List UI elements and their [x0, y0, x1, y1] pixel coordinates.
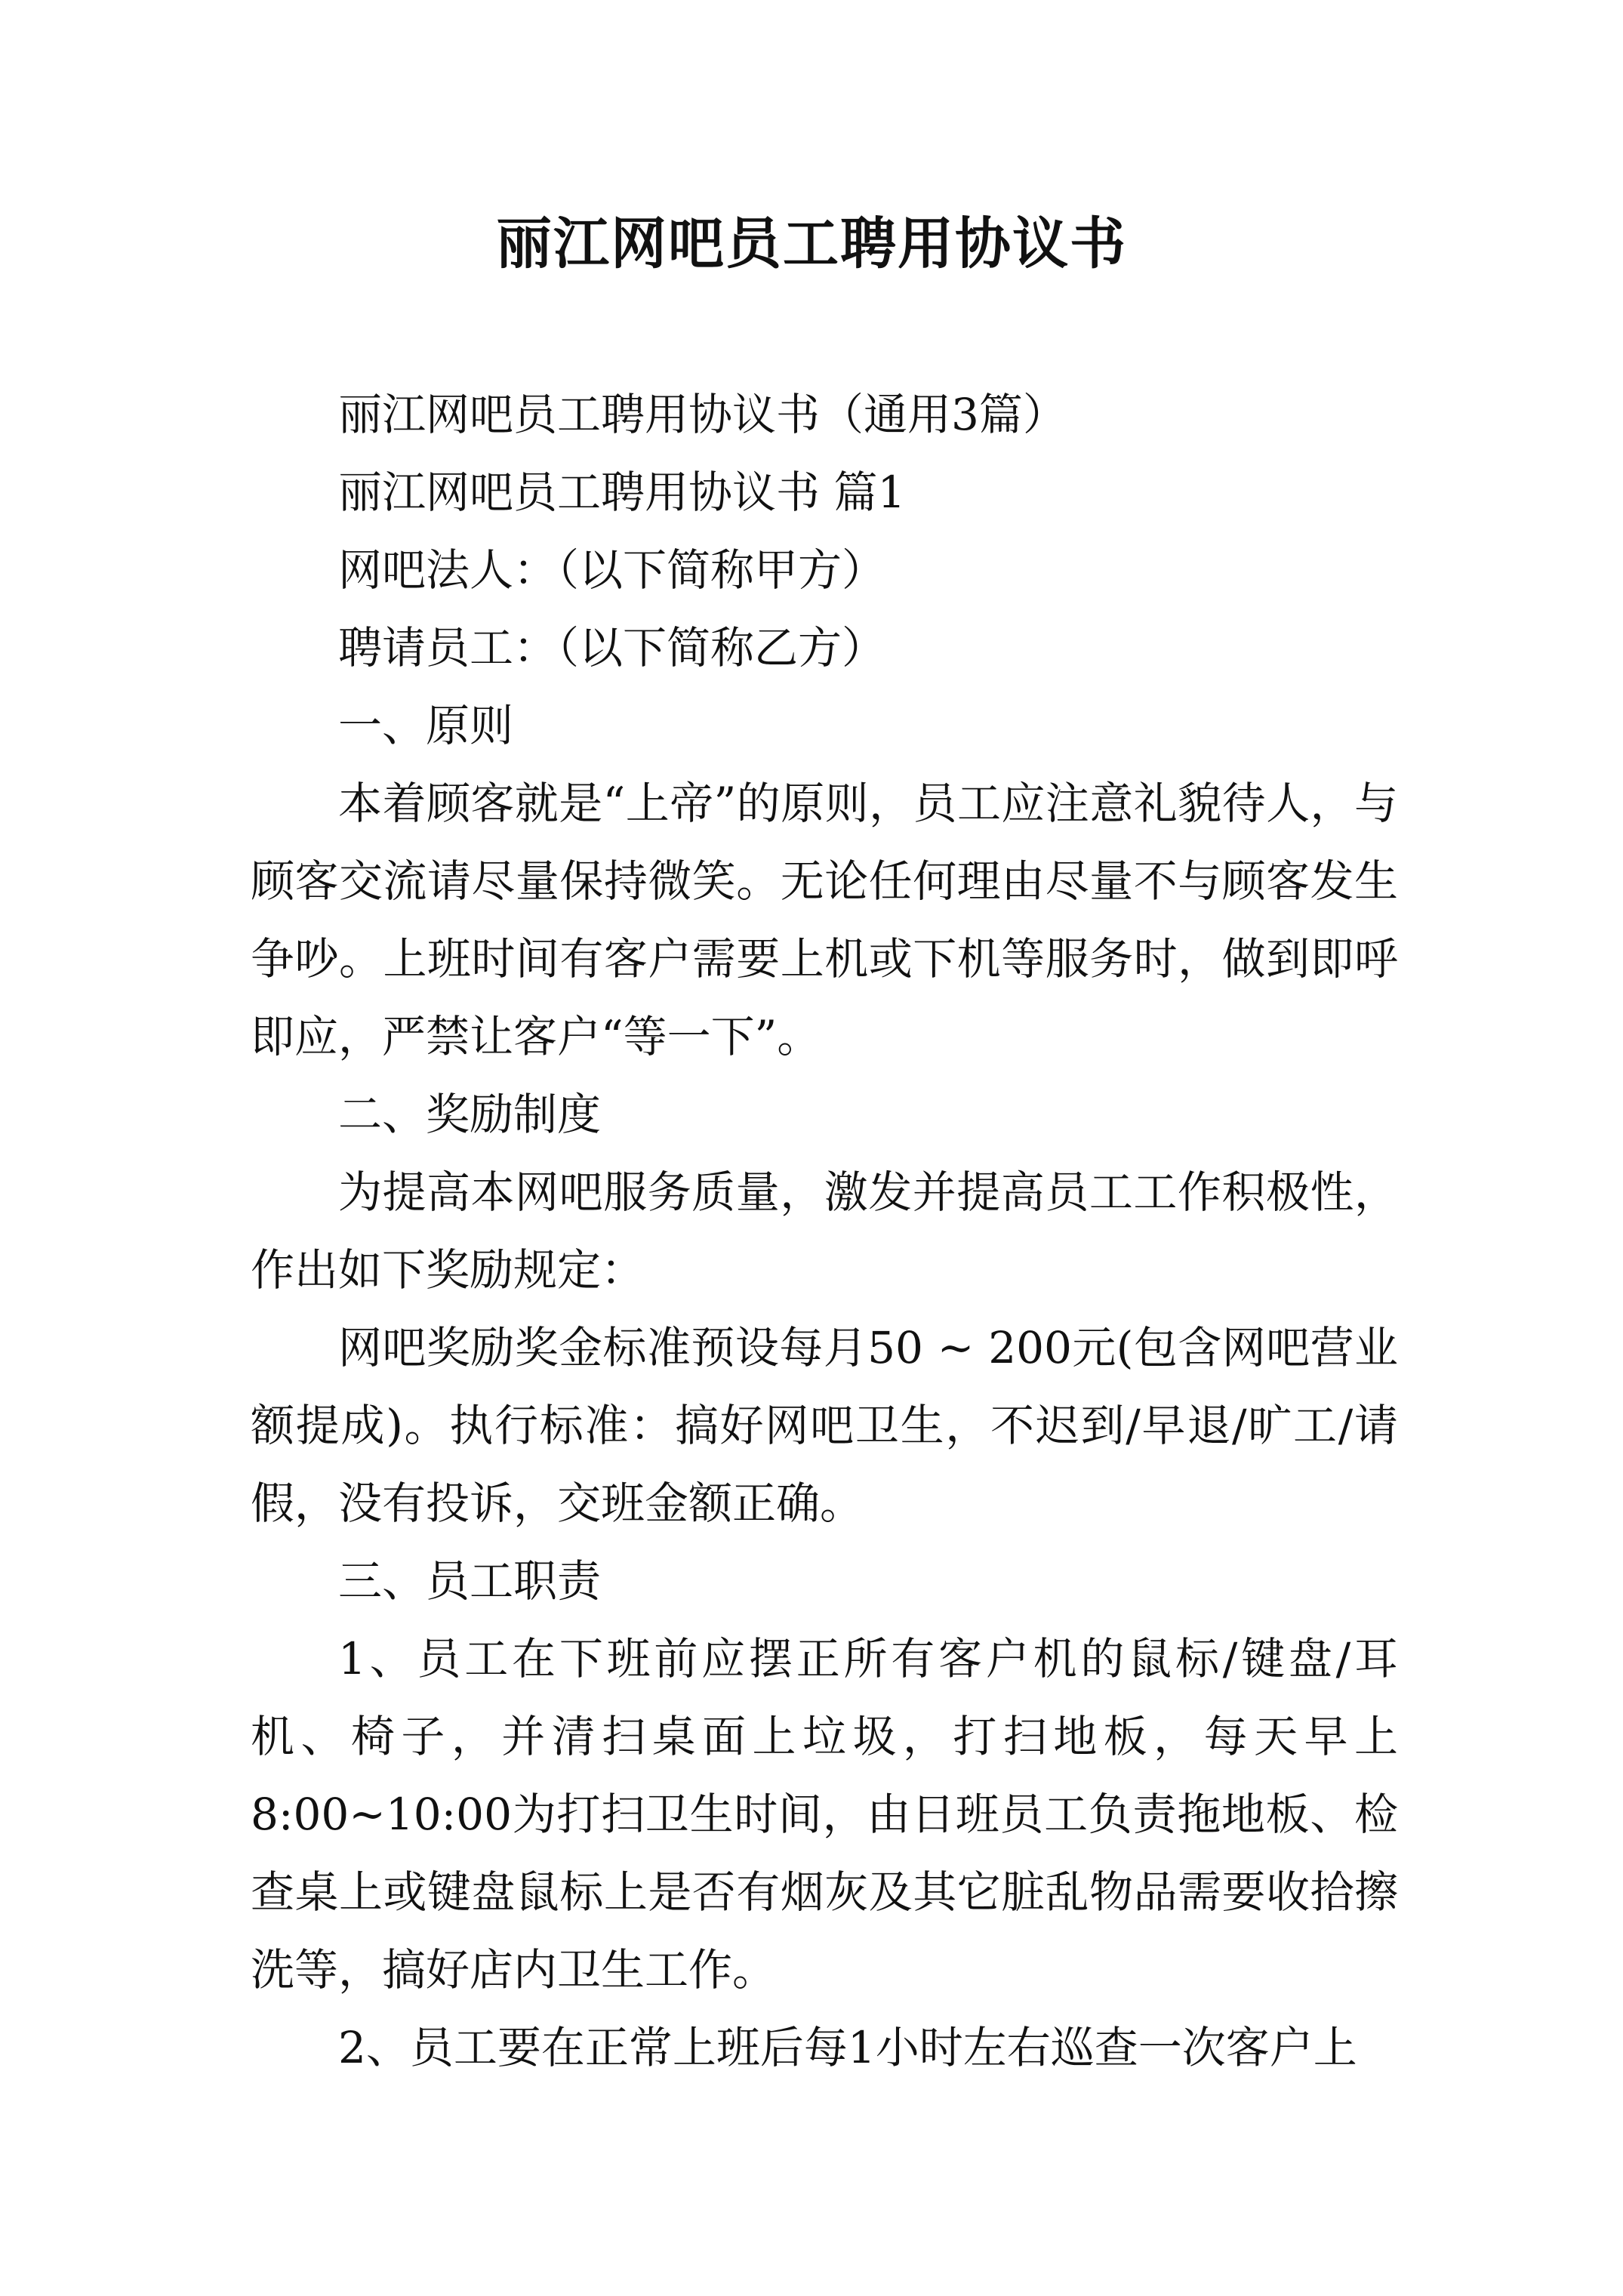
heading-duties: 三、员工职责 [338, 1555, 602, 1607]
paragraph-section-title: 丽江网吧员工聘用协议书 篇1 [338, 467, 906, 518]
paragraph-duty-1: 1、员工在下班前应摆正所有客户机的鼠标/键盘/耳机、椅子，并清扫桌面上垃圾，打扫地板，每天早上8:00~10:00为打扫卫生时间，由日班员工负责拖地板、检查桌上或键盘鼠标上是否有烟灰及其它脏乱物品需要收拾擦洗等，搞好店内卫生工作。 [251, 1633, 1398, 1996]
paragraph-subtitle: 丽江网吧员工聘用协议书（通用3篇） [338, 389, 1067, 440]
paragraph-rewards-standard: 网吧奖励奖金标准预设每月50 ~ 200元(包含网吧营业额提成)。执行标准：搞好网吧卫生，不迟到/早退/旷工/请假，没有投诉，交班金额正确。 [251, 1322, 1398, 1529]
paragraph-duty-2: 2、员工要在正常上班后每1小时左右巡查一次客户上 [338, 2022, 1357, 2073]
heading-principles: 一、原则 [338, 700, 514, 751]
paragraph-party-a: 网吧法人：（以下简称甲方） [338, 544, 886, 596]
heading-rewards: 二、奖励制度 [338, 1089, 602, 1140]
paragraph-principles: 本着顾客就是“上帝”的原则，员工应注意礼貌待人，与顾客交流请尽量保持微笑。无论任何理由尽量不与顾客发生争吵。上班时间有客户需要上机或下机等服务时，做到即呼即应，严禁让客户“等一下”。 [251, 778, 1398, 1062]
document-title: 丽江网吧员工聘用协议书 [496, 211, 1127, 276]
paragraph-rewards-intro: 为提高本网吧服务质量，激发并提高员工工作积极性，作出如下奖励规定： [251, 1166, 1398, 1296]
paragraph-party-b: 聘请员工：（以下简称乙方） [338, 622, 886, 673]
document-body [251, 376, 1398, 2087]
